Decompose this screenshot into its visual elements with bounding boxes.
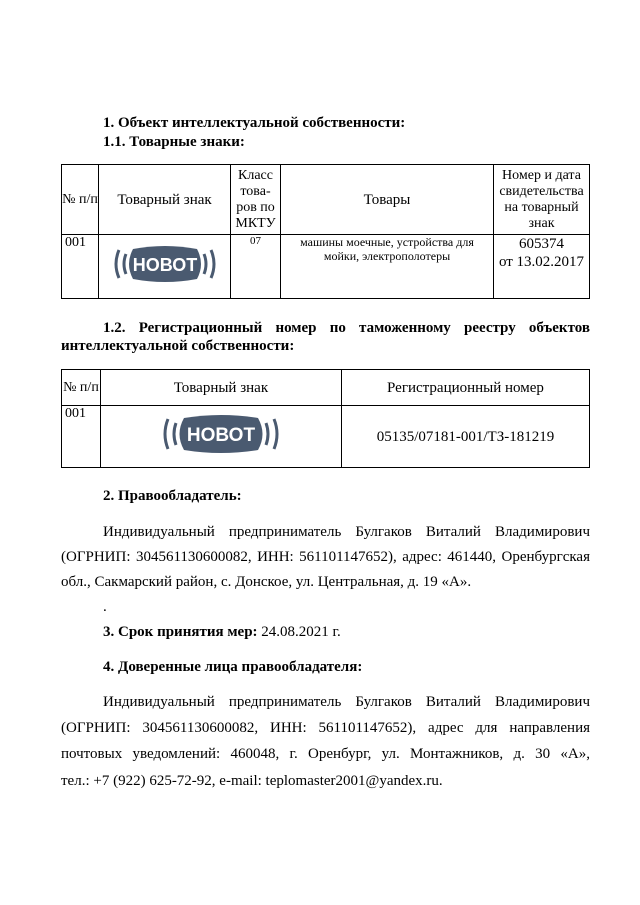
section2-heading: 2. Правообладатель:: [103, 488, 242, 504]
table2-row-num: 001: [62, 406, 101, 468]
word: объектов: [528, 320, 590, 336]
section2-line3: обл., Сакмарский район, с. Донское, ул. Центральная, д. 19 «А».: [61, 574, 472, 590]
section4-line1: Индивидуальный предприниматель Булгаков Виталий Владимирович: [103, 694, 590, 710]
novot-logo: [113, 241, 217, 287]
section4-line4: тел.: +7 (922) 625-72-92, e-mail: teplomaster2001@yandex.ru.: [61, 773, 443, 789]
word: Регистрационный: [138, 320, 263, 336]
section3-heading: 3. Срок принятия мер:: [103, 624, 258, 640]
table1-row-mark: [99, 235, 231, 299]
section4-heading: 4. Доверенные лица правообладателя:: [103, 659, 363, 675]
table2-header-num: № п/п: [62, 370, 101, 406]
section3: [103, 622, 341, 642]
section3-value: 24.08.2021 г.: [257, 624, 341, 640]
section2-dot: .: [103, 599, 107, 615]
section4-line2: (ОГРНИП: 304561130600082, ИНН: 561101147652), адрес для направления: [61, 720, 590, 736]
table1-header-class: Класс това-ров по МКТУ: [231, 165, 281, 235]
novot-logo: [162, 411, 280, 457]
section4-line3: почтовых уведомлений: 460048, г. Оренбург, ул. Монтажников, д. 30 «А»,: [61, 746, 590, 762]
logo-text: НОВОТ: [186, 425, 255, 446]
cert-date: от 13.02.2017: [498, 254, 585, 270]
logo-text: НОВОТ: [132, 255, 197, 275]
table1-header-cert: Номер и дата свидетельства на товарный знак: [494, 165, 590, 235]
table1-header-goods: Товары: [281, 165, 494, 235]
table1-row-class: 07: [231, 235, 281, 299]
registry-table: [61, 369, 590, 468]
word: таможенному: [359, 320, 451, 336]
section1-heading: 1. Объект интеллектуальной собственности:: [103, 115, 406, 131]
word: номер: [275, 320, 317, 336]
section2-line1: Индивидуальный предприниматель Булгаков Виталий Владимирович: [103, 524, 590, 540]
table1-header-num: № п/п: [62, 165, 99, 235]
word: реестру: [464, 320, 516, 336]
table1-row-cert: [494, 235, 590, 299]
table2-header-reg: Регистрационный номер: [341, 370, 589, 406]
section2-line2: (ОГРНИП: 304561130600082, ИНН: 561101147652), адрес: 461440, Оренбургская: [61, 549, 590, 565]
trademarks-table: [61, 164, 590, 299]
cert-number: 605374: [519, 236, 564, 252]
word: 1.2.: [103, 320, 126, 336]
table1-row-goods: машины моечные, устройства для мойки, электрополотеры: [281, 235, 494, 299]
section1-2-heading-line2: интеллектуальной собственности:: [61, 338, 295, 354]
word: по: [329, 320, 346, 336]
table2-row-reg: 05135/07181-001/ТЗ-181219: [341, 406, 589, 468]
section1-2-heading: [103, 318, 590, 338]
table2-header-mark: Товарный знак: [100, 370, 341, 406]
section1-1-heading: 1.1. Товарные знаки:: [103, 134, 245, 150]
table1-header-mark: Товарный знак: [99, 165, 231, 235]
table2-row-mark: [100, 406, 341, 468]
table1-row-num: 001: [62, 235, 99, 299]
